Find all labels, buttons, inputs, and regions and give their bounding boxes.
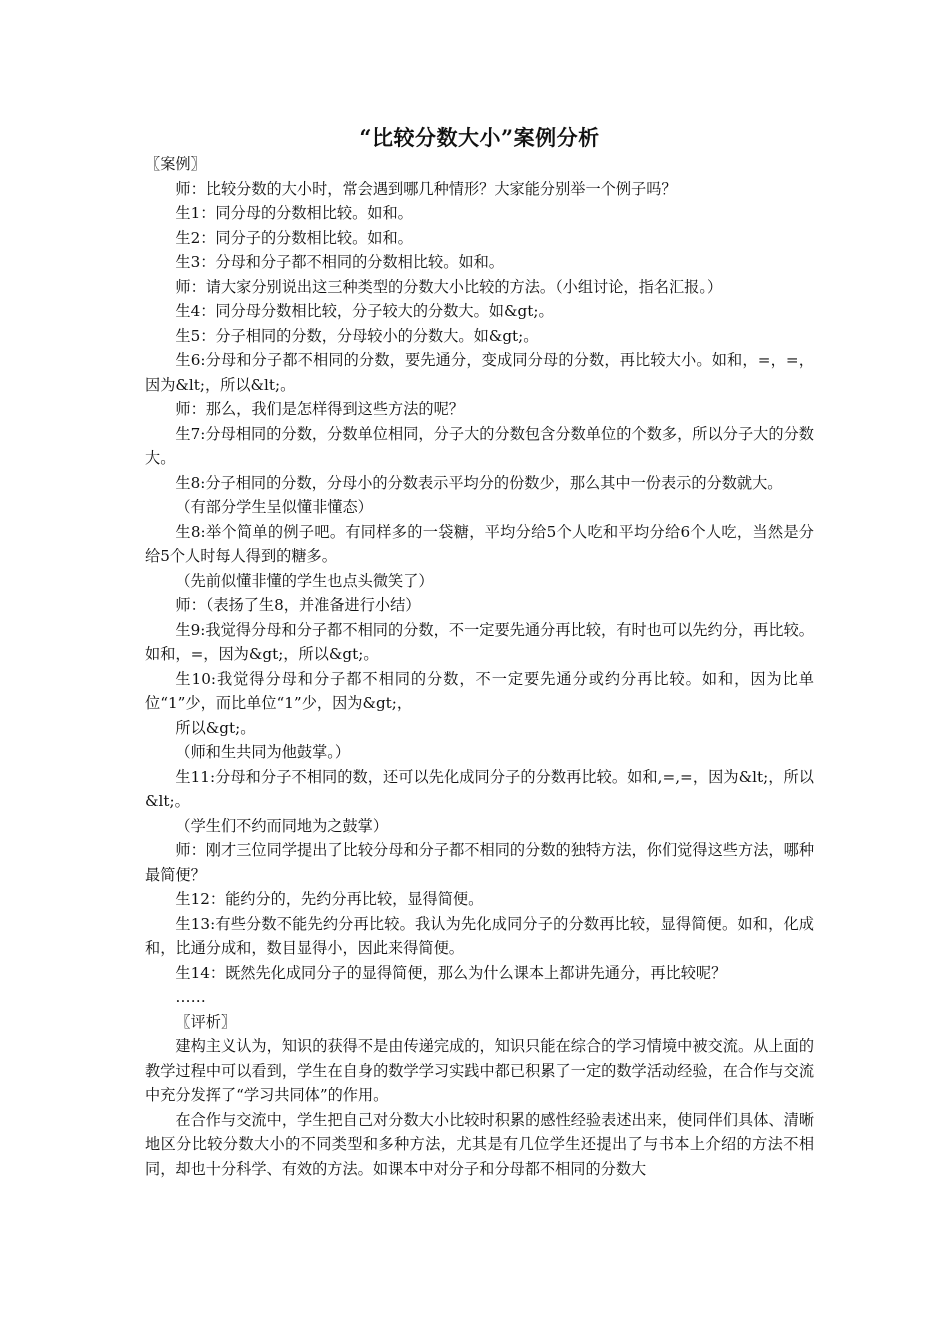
paragraph: 生10:我觉得分母和分子都不相同的分数，不一定要先通分或约分再比较。如和，因为比单位“1”少，而比单位“1”少，因为&gt;，: [145, 669, 814, 712]
paragraph: 生3：分母和分子都不相同的分数相比较。如和。: [175, 253, 504, 271]
paragraph: 师：那么，我们是怎样得到这些方法的呢？: [175, 400, 464, 418]
paragraph: 生5：分子相同的分数，分母较小的分数大。如&gt;。: [175, 326, 539, 345]
paragraph: 生1：同分母的分数相比较。如和。: [175, 204, 413, 222]
paragraph: 师：刚才三位同学提出了比较分母和分子都不相同的分数的独特方法，你们觉得这些方法，哪种最简便？: [145, 841, 814, 884]
paragraph: 师：请大家分别说出这三种类型的分数大小比较的方法。（小组讨论，指名汇报。）: [175, 277, 723, 296]
paragraph: （有部分学生呈似懂非懂态）: [175, 498, 373, 516]
analysis-paragraph: 在合作与交流中，学生把自己对分数大小比较时积累的感性经验表述出来，使同伴们具体、清晰地区分比较分数大小的不同类型和多种方法，尤其是有几位学生还提出了与书本上介绍的方法不相同，却也十分科学、有效的方法。如课本中对分子和分母都不相同的分数大: [145, 1110, 814, 1178]
paragraph: 师：（表扬了生8，并准备进行小结）: [175, 596, 421, 614]
paragraph: 生9:我觉得分母和分子都不相同的分数，不一定要先通分再比较，有时也可以先约分，再比较。如和，=，因为&gt;，所以&gt;。: [145, 620, 814, 663]
analysis-section-label: 〖评析〗: [175, 1012, 237, 1031]
paragraph: 生2：同分子的分数相比较。如和。: [175, 228, 413, 247]
paragraph: 生6:分母和分子都不相同的分数，要先通分，变成同分母的分数，再比较大小。如和，=，=，因为&lt;，所以&lt;。: [145, 351, 814, 394]
paragraph: （师和生共同为他鼓掌。）: [175, 743, 351, 761]
analysis-paragraph: 建构主义认为，知识的获得不是由传递完成的，知识只能在综合的学习情境中被交流。从上面的教学过程中可以看到，学生在自身的数学学习实践中都已积累了一定的数学活动经验，在合作与交流中充分发挥了“学习共同体”的作用。: [145, 1037, 814, 1104]
paragraph: 生7:分母相同的分数，分数单位相同，分子大的分数包含分数单位的个数多，所以分子大的分数大。: [145, 424, 814, 467]
document-title: “比较分数大小”案例分析: [359, 125, 600, 150]
paragraph: 生12：能约分的，先约分再比较，显得简便。: [175, 890, 484, 908]
paragraph: 生8:举个简单的例子吧。有同样多的一袋糖，平均分给5个人吃和平均分给6个人吃，当然是分给5个人时每人得到的糖多。: [145, 522, 814, 565]
paragraph: 所以&gt;。: [175, 718, 256, 737]
paragraph: 生11:分母和分子不相同的数，还可以先化成同分子的分数再比较。如和,=,=，因为&lt;，所以&lt;。: [145, 767, 814, 810]
case-section-label: 〖案例〗: [145, 155, 206, 173]
paragraph: 师：比较分数的大小时，常会遇到哪几种情形？大家能分别举一个例子吗？: [175, 179, 677, 198]
paragraph: 生13:有些分数不能先约分再比较。我认为先化成同分子的分数再比较，显得简便。如和，化成和，比通分成和，数目显得小，因此来得简便。: [145, 914, 814, 957]
paragraph: 生14：既然先化成同分子的显得简便，那么为什么课本上都讲先通分，再比较呢？: [175, 963, 727, 982]
paragraph: （先前似懂非懂的学生也点头微笑了）: [175, 571, 434, 590]
paragraph: （学生们不约而同地为之鼓掌）: [175, 816, 389, 835]
ellipsis: ……: [175, 988, 206, 1006]
paragraph: 生4：同分母分数相比较，分子较大的分数大。如&gt;。: [175, 302, 554, 320]
paragraph: 生8:分子相同的分数，分母小的分数表示平均分的份数少，那么其中一份表示的分数就大。: [175, 473, 783, 492]
